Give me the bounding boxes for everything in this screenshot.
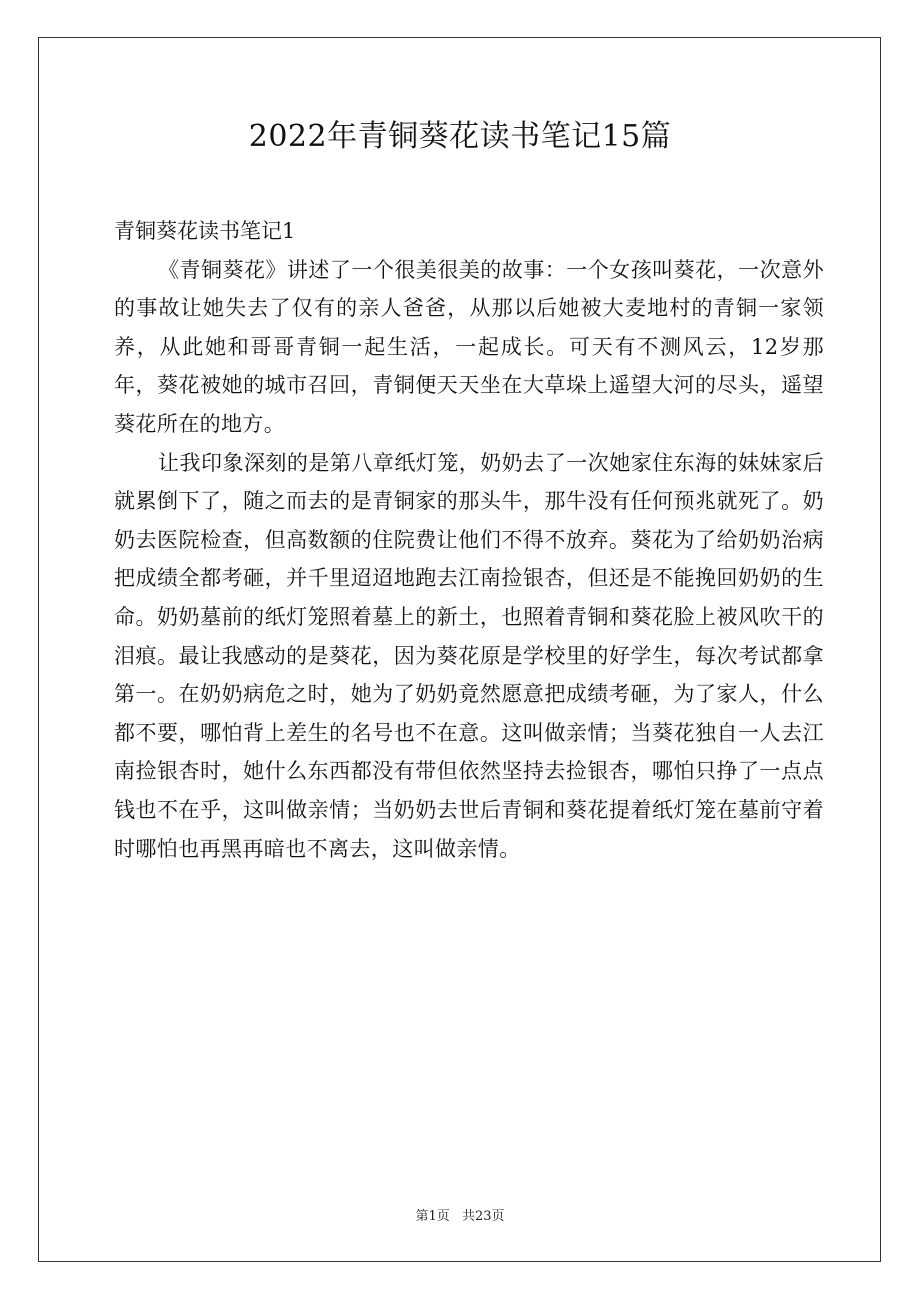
paragraph-1: 《青铜葵花》讲述了一个很美很美的故事：一个女孩叫葵花，一次意外的事故让她失去了仅有的亲人爸爸，从那以后她被大麦地村的青铜一家领养，从此她和哥哥青铜一起生活，一起成长。可天有不测风云，12岁那年，葵花被她的城市召回，青铜便天天坐在大草垛上遥望大河的尽头，遥望葵花所在的地方。 [114, 257, 824, 436]
page-footer [0, 1207, 920, 1227]
section-heading: 青铜葵花读书笔记1 [114, 219, 296, 243]
page-number: 第1页 [415, 1209, 450, 1224]
document-title: 2022年青铜葵花读书笔记15篇 [248, 119, 672, 154]
paragraph-2: 让我印象深刻的是第八章纸灯笼，奶奶去了一次她家住东海的妹妹家后就累倒下了，随之而去的是青铜家的那头牛，那牛没有任何预兆就死了。奶奶去医院检查，但高数额的住院费让他们不得不放弃。葵花为了给奶奶治病把成绩全都考砸，并千里迢迢地跑去江南捡银杏，但还是不能挽回奶奶的生命。奶奶墓前的纸灯笼照着墓上的新土，也照着青铜和葵花脸上被风吹干的泪痕。最让我感动的是葵花，因为葵花原是学校里的好学生，每次考试都拿第一。在奶奶病危之时，她为了奶奶竟然愿意把成绩考砸，为了家人，什么都不要，哪怕背上差生的名号也不在意。这叫做亲情；当葵花独自一人去江南捡银杏时，她什么东西都没有带但依然坚持去捡银杏，哪怕只挣了一点点钱也不在乎，这叫做亲情；当奶奶去世后青铜和葵花提着纸灯笼在墓前守着时哪怕也再黑再暗也不离去，这叫做亲情。 [114, 450, 824, 861]
document-body [114, 212, 824, 868]
page-total: 共23页 [461, 1209, 505, 1224]
